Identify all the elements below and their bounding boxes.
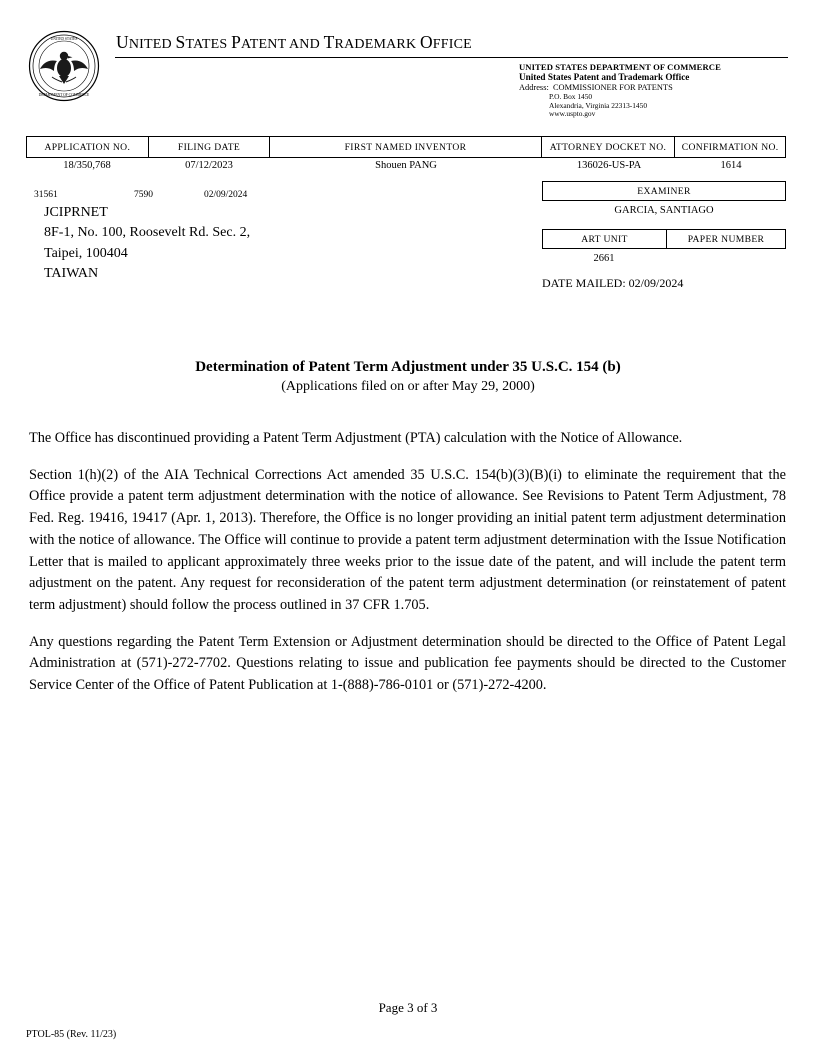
page-title: Determination of Patent Term Adjustment under 35 U.S.C. 154 (b)	[195, 359, 621, 375]
body-paragraph-2: Section 1(h)(2) of the AIA Technical Corrections Act amended 35 U.S.C. 154(b)(3)(B)(i) to eliminate the requirement that the Office provide a patent term adjustment determination with the notice of allowance. See Revisions to Patent Term Adjustment, 78 Fed. Reg. 19416, 19417 (Apr. 1, 2013). Therefore, the Office is no longer providing an initial patent term adjustment determination with the notice of allowance. The Office will continue to provide a patent term adjustment determination with the Issue Notification Letter that is mailed to applicant approximately three weeks prior to the issue date of the patent, and will include the patent term adjustment on the patent. Any request for reconsideration of the patent term adjustment determination (or reinstatement of patent term adjustment) should follow the process outlined in 37 CFR 1.705.	[29, 466, 786, 614]
col-header-first-named-inventor: FIRST NAMED INVENTOR	[270, 137, 541, 157]
commerce-website: www.uspto.gov	[549, 109, 596, 119]
document-header	[26, 26, 788, 121]
code-7590: 7590	[134, 190, 153, 200]
col-header-application-no: APPLICATION NO.	[27, 137, 149, 157]
page-subtitle: (Applications filed on or after May 29, 2000)	[281, 379, 535, 394]
page-number: Page 3 of 3	[378, 1000, 438, 1015]
art-unit-value: 2661	[593, 253, 615, 264]
value-filing-date: 07/12/2023	[185, 160, 233, 171]
correspondent-name: JCIPRNET	[44, 205, 108, 220]
commerce-dept-line: UNITED STATES DEPARTMENT OF COMMERCE	[519, 62, 721, 72]
commerce-address-block	[519, 62, 789, 119]
value-first-named-inventor: Shouen PANG	[375, 160, 437, 171]
office-title: UNITED STATES PATENT AND TRADEMARK OFFICE	[116, 32, 472, 52]
value-application-no: 18/350,768	[63, 160, 111, 171]
examiner-name: GARCIA, SANTIAGO	[614, 205, 714, 216]
date-mailed: DATE MAILED: 02/09/2024	[542, 276, 684, 290]
body-paragraph-1: The Office has discontinued providing a Patent Term Adjustment (PTA) calculation with the Notice of Allowance.	[29, 430, 683, 446]
correspondence-address	[44, 203, 250, 284]
document-body	[29, 428, 786, 697]
address-value: COMMISSIONER FOR PATENTS	[552, 83, 673, 92]
col-header-attorney-docket-no: ATTORNEY DOCKET NO.	[542, 137, 676, 157]
paper-number-label: PAPER NUMBER	[687, 233, 765, 245]
header-divider	[115, 57, 788, 58]
art-unit-label: ART UNIT	[543, 230, 667, 248]
svg-text:UNITED STATES: UNITED STATES	[50, 37, 78, 41]
correspondent-address-line1: 8F-1, No. 100, Roosevelt Rd. Sec. 2,	[44, 225, 251, 241]
address-label: Address:	[519, 83, 549, 92]
application-info-table-header	[26, 136, 786, 158]
col-header-filing-date: FILING DATE	[149, 137, 271, 157]
correspondent-country: TAIWAN	[44, 265, 99, 281]
commerce-city-state: Alexandria, Virginia 22313-1450	[549, 100, 648, 110]
examiner-label-box: EXAMINER	[542, 181, 786, 201]
application-info-values	[26, 160, 786, 176]
art-unit-paper-number-header	[542, 229, 786, 249]
form-code: PTOL-85 (Rev. 11/23)	[26, 1029, 117, 1040]
correspondence-date: 02/09/2024	[204, 190, 248, 200]
correspondent-address-line2: Taipei, 100404	[44, 245, 128, 261]
value-attorney-docket-no: 136026-US-PA	[576, 160, 642, 171]
commerce-office-line: United States Patent and Trademark Office	[519, 72, 690, 83]
body-paragraph-3: Any questions regarding the Patent Term Extension or Adjustment determination should be directed to the Office of Patent Legal Administration at (571)-272-7702. Questions relating to issue and publication fee payments should be directed to the Customer Service Center of the Office of Patent Publication at 1-(888)-786-0101 or (571)-272-4200.	[29, 633, 786, 694]
svg-text:DEPARTMENT OF COMMERCE: DEPARTMENT OF COMMERCE	[38, 93, 90, 97]
uspto-seal-icon	[28, 30, 100, 102]
value-confirmation-no: 1614	[720, 160, 742, 171]
col-header-confirmation-no: CONFIRMATION NO.	[681, 141, 779, 153]
customer-number: 31561	[34, 190, 58, 200]
commerce-po-box: P.O. Box 1450	[549, 91, 593, 101]
